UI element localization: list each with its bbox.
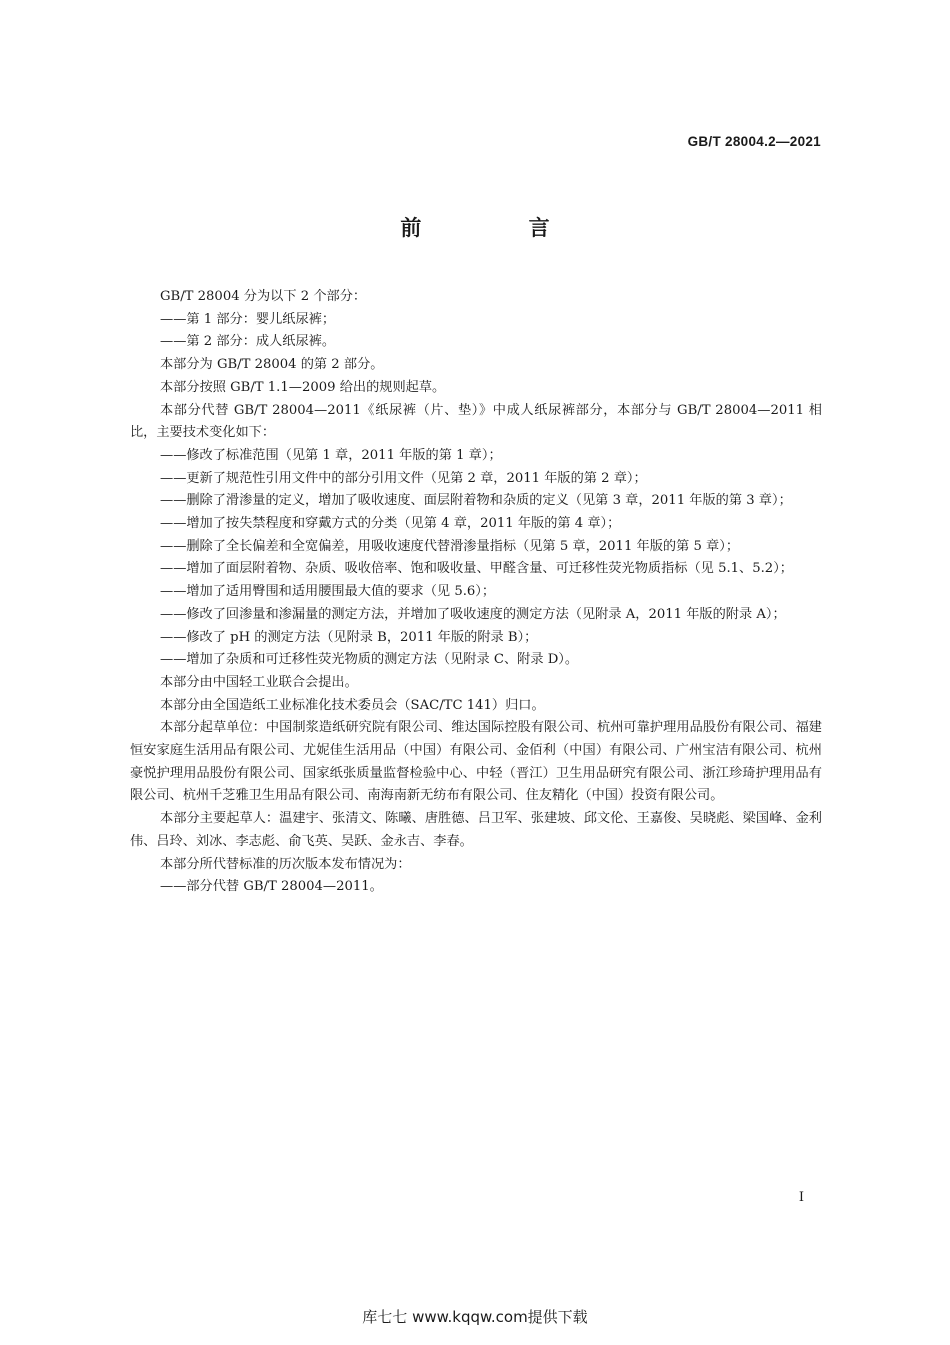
paragraph: GB/T 28004 分为以下 2 个部分： [160,289,367,304]
paragraph: 本部分所代替标准的历次版本发布情况为： [160,856,411,872]
paragraph: 本部分主要起草人：温建宇、张清文、陈曦、唐胜德、吕卫军、张建坡、邱文伦、王嘉俊、吴晓彪、梁国峰、金利伟、吕玲、刘冰、李志彪、俞飞英、吴跃、金永吉、李春。 [130,811,822,849]
list-item: ——部分代替 GB/T 28004—2011。 [160,879,383,895]
paragraph: 本部分为 GB/T 28004 的第 2 部分。 [160,357,384,373]
list-item: ——删除了滑渗量的定义，增加了吸收速度、面层附着物和杂质的定义（见第 3 章，2011 年版的第 3 章）； [160,493,792,509]
paragraph: 本部分代替 GB/T 28004—2011《纸尿裤（片、垫）》中成人纸尿裤部分，本部分与 GB/T 28004—2011 相比，主要技术变化如下： [130,402,822,441]
paragraph: 本部分按照 GB/T 1.1—2009 给出的规则起草。 [160,379,446,395]
list-item: ——修改了回渗量和渗漏量的测定方法，并增加了吸收速度的测定方法（见附录 A，2011 年版的附录 A）； [160,606,786,622]
list-item: ——增加了适用臀围和适用腰围最大值的要求（见 5.6）； [160,584,496,600]
list-item: ——第 1 部分：婴儿纸尿裤； [160,311,336,327]
paragraph: 本部分由中国轻工业联合会提出。 [160,674,358,690]
list-item: ——修改了 pH 的测定方法（见附录 B，2011 年版的附录 B）； [160,629,538,645]
list-item: ——增加了杂质和可迁移性荧光物质的测定方法（见附录 C、附录 D）。 [160,652,579,668]
list-item: ——修改了标准范围（见第 1 章，2011 年版的第 1 章）； [160,447,502,463]
standard-number: GB/T 28004.2—2021 [687,134,821,149]
document-body [130,286,822,899]
page-title: 前 言 [400,216,600,240]
list-item: ——增加了按失禁程度和穿戴方式的分类（见第 4 章，2011 年版的第 4 章）； [160,516,621,532]
download-footer: 库七七 www.kqqw.com提供下载 [362,1308,588,1326]
list-item: ——删除了全长偏差和全宽偏差，用吸收速度代替滑渗量指标（见第 5 章，2011 年版的第 5 章）； [160,538,740,554]
paragraph: 本部分由全国造纸工业标准化技术委员会（SAC/TC 141）归口。 [160,697,545,713]
page-number: I [798,1190,804,1205]
paragraph: 本部分起草单位：中国制浆造纸研究院有限公司、维达国际控股有限公司、杭州可靠护理用品股份有限公司、福建恒安家庭生活用品有限公司、尤妮佳生活用品（中国）有限公司、金佰利（中国）有限公司、广州宝洁有限公司、杭州豪悦护理用品股份有限公司、国家纸张质量监督检验中心、中轻（晋江）卫生用品研究有限公司、浙江珍琦护理用品有限公司、杭州千芝雅卫生用品有限公司、南海南新无纺布有限公司、住友精化（中国）投资有限公司。 [130,720,822,804]
list-item: ——第 2 部分：成人纸尿裤。 [160,334,336,350]
list-item: ——增加了面层附着物、杂质、吸收倍率、饱和吸收量、甲醛含量、可迁移性荧光物质指标（见 5.1、5.2）； [160,561,793,577]
list-item: ——更新了规范性引用文件中的部分引用文件（见第 2 章，2011 年版的第 2 章）； [160,470,647,486]
